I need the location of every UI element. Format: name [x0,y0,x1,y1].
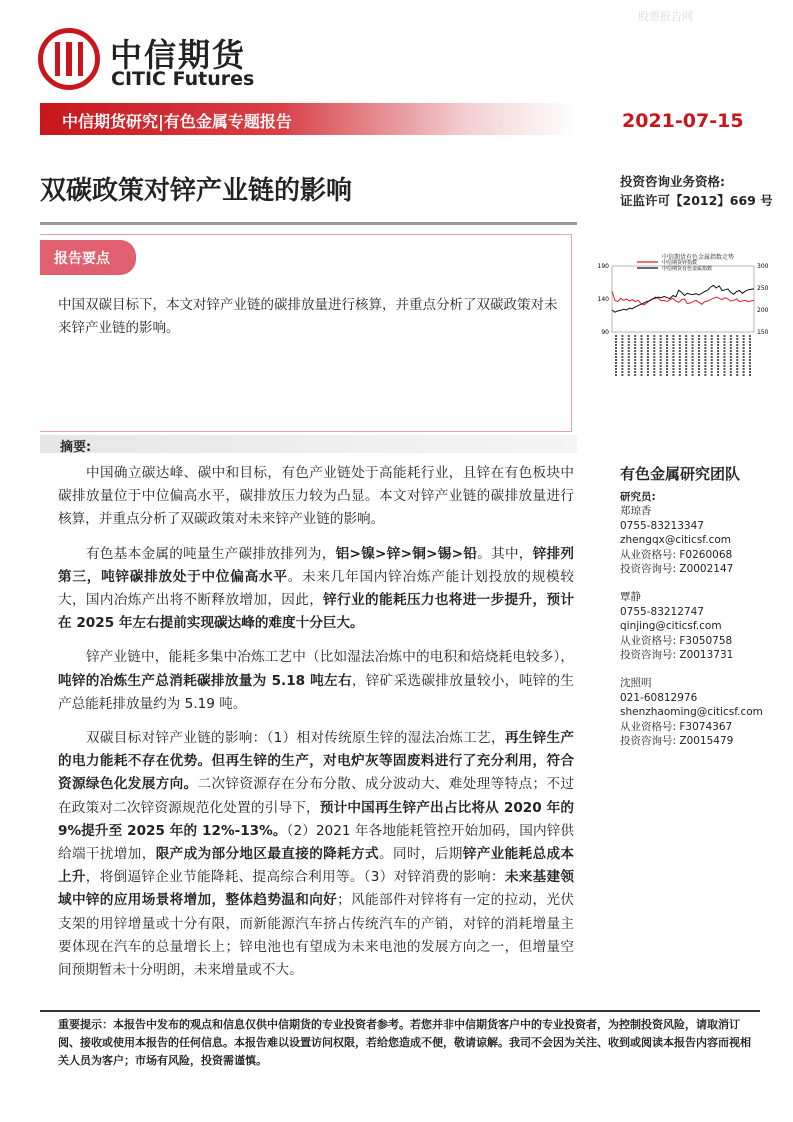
emphasis-text: 预计中国再生锌产出占比将从 2020 年的 9%提升至 2025 年的 12%-13%。 [58,799,574,839]
researcher [620,590,763,662]
researcher-license: 从业资格号: F3050758 [620,634,733,647]
body-text: 二次锌资源存在分布分散、成分波动大、难处理等特点；不过在政策对二次锌资源规范化处置的引导下， [58,776,575,816]
y-right-tick: 250 [757,285,769,292]
logo-en: CITIC Futures [111,68,255,90]
researcher-advisor: 投资咨询号: Z0013731 [620,649,734,662]
qualification-line: 投资咨询业务资格: [620,174,725,189]
body-text: 。未来几年国内锌冶炼产能计划投放的规模较大，国内冶炼产出将不断释放增加，因此， [58,568,574,609]
index-trend-chart [592,252,778,378]
emphasis-text: 再生锌生产的电力能耗不存在优势。但再生锌的生产，对电炉灰等固废料进行了充分利用，符合资源绿色化发展方向。 [58,730,574,793]
title-divider [40,222,577,225]
researcher-name: 覃静 [620,591,641,604]
disclaimer: 重要提示：本报告中发布的观点和信息仅供中信期货的专业投资者参考。若您并非中信期货客户中的专业投资者，为控制投资风险，请取消订阅、接收或使用本报告的任何信息。本报告难以设置访问权限，若给您造成不便，敬请谅解。我司不会因为关注、收到或阅读本报告内容而视相关人员为客户；市场有风险，投资需谨慎。 [58,1018,751,1067]
researcher-email[interactable]: zhengqx@citicsf.com [620,534,731,547]
key-points-tag: 报告要点 [40,240,136,275]
researcher-phone: 0755-83213347 [620,519,704,532]
y-left-tick: 140 [597,296,609,303]
y-left-tick: 190 [597,263,609,270]
abstract-paragraph [58,646,574,716]
researcher-license: 从业资格号: F3074367 [620,720,733,733]
team-contacts [620,490,763,763]
researcher-advisor: 投资咨询号: Z0015479 [620,735,734,748]
body-text: （2）2021 年各地能耗管控开始加码，国内锌供给端干扰增加， [58,822,574,863]
body-text: 锌产业链中，能耗多集中冶炼工艺中（比如湿法冶炼中的电积和焙烧耗电较多）， [86,649,574,666]
y-right-tick: 200 [757,307,769,314]
researcher-email[interactable]: qinjing@citicsf.com [620,620,722,633]
y-right-tick: 150 [757,329,769,336]
y-left-tick: 90 [601,329,609,336]
report-title: 双碳政策对锌产业链的影响 [40,176,353,206]
body-text: ，将倒逼锌企业节能降耗、提高综合利用等。（3）对锌消费的影响： [85,869,505,886]
body-text: ，锌矿采选碳排放量较小，吨锌的生产总能耗排放量约为 5.19 吨。 [58,672,575,712]
banner-text: 中信期货研究|有色金属专题报告 [62,112,292,131]
emphasis-text: 锌行业的能耗压力也将进一步提升，预计在 2025 年左右提前实现碳达峰的难度十分巨大。 [58,592,575,632]
watermark: 股票报告网 [638,10,693,23]
key-points-text: 中国双碳目标下，本文对锌产业链的碳排放量进行核算，并重点分析了双碳政策对未来锌产业链的影响。 [58,297,558,336]
researcher-phone: 021-60812976 [620,691,698,704]
report-banner [40,103,575,135]
emphasis-text: 未来基建领域中锌的应用场景将增加，整体趋势温和向好 [58,869,575,909]
citic-futures-logo [38,28,258,90]
body-text: 。同时，后期 [379,846,463,863]
researcher-email[interactable]: shenzhaoming@citicsf.com [620,706,763,719]
chart-title: 中信期货有色金属指数走势 [662,254,735,261]
abstract-paragraph [58,543,574,636]
abstract-body [58,462,574,993]
body-text: 有色基本金属的吨量生产碳排放排列为， [86,545,336,562]
report-date: 2021-07-15 [622,110,744,132]
role-label: 研究员: [620,491,656,503]
researcher [620,504,763,576]
researcher [620,676,763,748]
y-right-tick: 300 [757,263,769,270]
footer-divider [40,1010,760,1012]
abstract-header [40,435,577,453]
body-text: 中国确立碳达峰、碳中和目标，有色产业链处于高能耗行业，且锌在有色板块中碳排放量位于中位偏高水平，碳排放压力较为凸显。本文对锌产业链的碳排放量进行核算，并重点分析了双碳政策对未来锌产业链的影响。 [58,465,574,528]
body-text: 双碳目标对锌产业链的影响：（1）相对传统原生锌的湿法冶炼工艺， [86,730,505,747]
emphasis-text: 吨锌的冶炼生产总消耗碳排放量为 5.18 吨左右 [58,672,352,689]
body-text: 。其中， [477,545,533,562]
body-text: ；风能部件对锌将有一定的拉动，光伏支架的用锌增量或十分有限，而新能源汽车挤占传统汽车的产销，对锌的消耗增量主要体现在汽车的总量增长上；锌电池也有望成为未来电池的发展方向之一，但增量空间预期暂未十分明朗，未来增量或不大。 [58,892,575,979]
team-title: 有色金属研究团队 [620,465,741,483]
qualification [620,172,773,210]
abstract-paragraph [58,727,574,982]
researcher-phone: 0755-83212747 [620,605,704,618]
legend-label: 中信期货锌指数 [662,260,698,266]
logo-cn: 中信期货 [110,36,247,74]
emphasis-text: 铝>镍>锌>铜>锡>铅 [335,545,478,562]
emphasis-text: 限产成为部分地区最直接的降耗方式 [155,846,379,863]
qualification-line: 证监许可【2012】669 号 [620,193,773,208]
emphasis-text: 锌产业能耗总成本上升 [58,846,575,886]
researcher-name: 郑琼香 [620,505,652,518]
researcher-license: 从业资格号: F0260068 [620,548,733,561]
researcher-name: 沈照明 [620,677,652,690]
abstract-label: 摘要: [60,440,92,455]
emphasis-text: 锌排列第三，吨锌碳排放处于中位偏高水平 [58,545,575,585]
series-line-1 [612,285,754,312]
legend-label: 中信期货有色金属指数 [662,266,713,272]
researcher-advisor: 投资咨询号: Z0002147 [620,563,734,576]
abstract-paragraph [58,462,574,532]
